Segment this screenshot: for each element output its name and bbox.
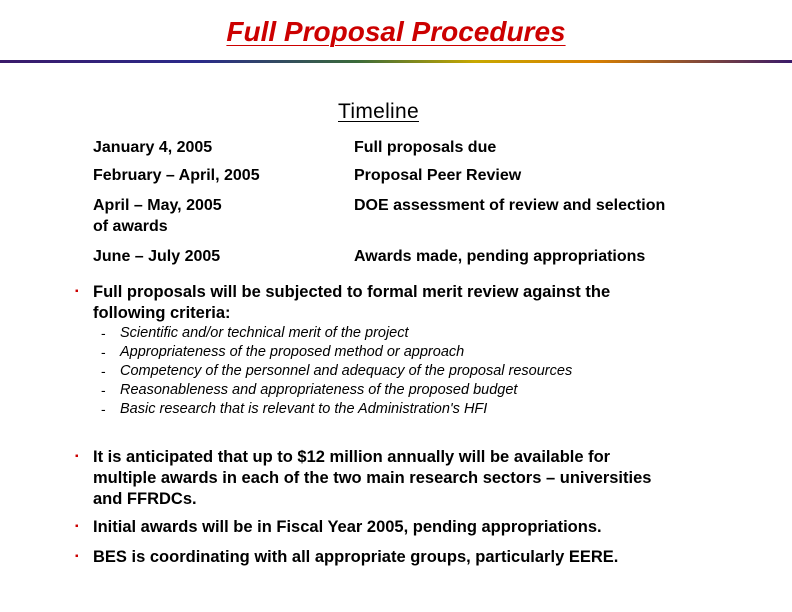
bullet-icon: ▪ bbox=[75, 551, 79, 562]
criteria-item: Competency of the personnel and adequacy of the proposal resources bbox=[120, 363, 573, 379]
bullet-line: Full proposals will be subjected to formal merit review against the bbox=[93, 283, 611, 301]
bullet-icon: ▪ bbox=[75, 286, 79, 297]
slide-title: Full Proposal Procedures bbox=[226, 16, 566, 47]
timeline-date: April – May, 2005 bbox=[93, 197, 222, 214]
timeline-event: Awards made, pending appropriations bbox=[354, 248, 646, 265]
criteria-item: Appropriateness of the proposed method or approach bbox=[120, 344, 465, 360]
timeline-date: February – April, 2005 bbox=[93, 167, 260, 184]
timeline-date: January 4, 2005 bbox=[93, 139, 213, 156]
timeline-heading: Timeline bbox=[338, 100, 419, 123]
criteria-item: Scientific and/or technical merit of the project bbox=[120, 325, 409, 341]
dash-icon: - bbox=[101, 382, 106, 398]
timeline-date: June – July 2005 bbox=[93, 248, 221, 265]
criteria-item: Reasonableness and appropriateness of the proposed budget bbox=[120, 382, 518, 398]
timeline-date-continuation: of awards bbox=[93, 218, 168, 235]
dash-icon: - bbox=[101, 363, 106, 379]
title-divider bbox=[0, 60, 792, 63]
bullet-line: multiple awards in each of the two main research sectors – universities bbox=[93, 469, 652, 487]
coordination-bullet: BES is coordinating with all appropriate groups, particularly EERE. bbox=[93, 548, 619, 566]
funding-bullet bbox=[93, 447, 651, 510]
bullet-icon: ▪ bbox=[75, 521, 79, 532]
bullet-line: and FFRDCs. bbox=[93, 490, 197, 508]
timeline-event: Full proposals due bbox=[354, 139, 497, 156]
dash-icon: - bbox=[101, 401, 106, 417]
bullet-line: It is anticipated that up to $12 million annually will be available for bbox=[93, 448, 611, 466]
fiscal-year-bullet: Initial awards will be in Fiscal Year 2005, pending appropriations. bbox=[93, 518, 602, 536]
merit-review-bullet bbox=[93, 282, 610, 324]
dash-icon: - bbox=[101, 344, 106, 360]
dash-icon: - bbox=[101, 325, 106, 341]
criteria-item: Basic research that is relevant to the Administration's HFI bbox=[120, 401, 488, 417]
bullet-icon: ▪ bbox=[75, 451, 79, 462]
timeline-event: DOE assessment of review and selection bbox=[354, 197, 666, 214]
timeline-event: Proposal Peer Review bbox=[354, 167, 522, 184]
bullet-line: following criteria: bbox=[93, 304, 231, 322]
